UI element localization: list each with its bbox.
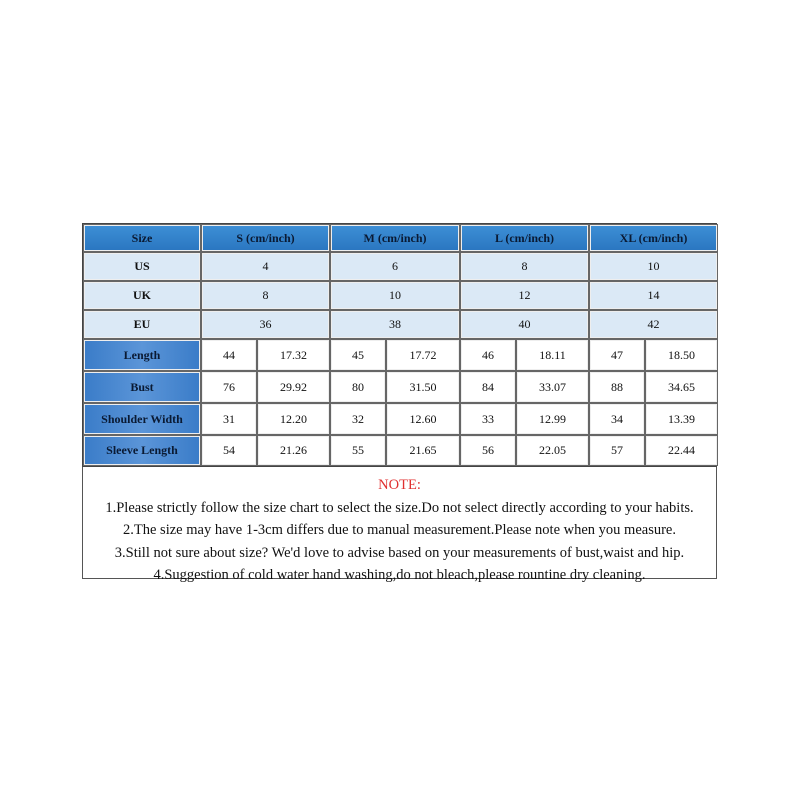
size-row-value: 8 — [460, 252, 589, 281]
measurement-cm-value: 47 — [589, 339, 645, 371]
measurement-cm-value: 80 — [330, 371, 386, 403]
size-row-label: UK — [83, 281, 201, 310]
measurement-cm-value: 56 — [460, 435, 516, 466]
measurement-cm-value: 34 — [589, 403, 645, 435]
measurement-cm-value: 32 — [330, 403, 386, 435]
measurement-inch-value: 29.92 — [257, 371, 330, 403]
size-row-value: 4 — [201, 252, 330, 281]
header-size-column: M (cm/inch) — [330, 224, 460, 252]
measurement-cm-value: 88 — [589, 371, 645, 403]
measurement-cm-value: 76 — [201, 371, 257, 403]
size-row-label: US — [83, 252, 201, 281]
measurement-inch-value: 12.20 — [257, 403, 330, 435]
measurement-inch-value: 22.44 — [645, 435, 718, 466]
size-row-value: 38 — [330, 310, 460, 339]
header-size-column: L (cm/inch) — [460, 224, 589, 252]
note-box — [82, 467, 717, 583]
measurement-cm-value: 45 — [330, 339, 386, 371]
measurement-label: Shoulder Width — [83, 403, 201, 435]
size-row-label: EU — [83, 310, 201, 339]
measurement-cm-value: 54 — [201, 435, 257, 466]
measurement-cm-value: 31 — [201, 403, 257, 435]
measurement-label: Sleeve Length — [83, 435, 201, 466]
measurement-inch-value: 21.26 — [257, 435, 330, 466]
measurement-inch-value: 17.32 — [257, 339, 330, 371]
measurement-cm-value: 33 — [460, 403, 516, 435]
measurement-inch-value: 34.65 — [645, 371, 718, 403]
size-row-value: 14 — [589, 281, 718, 310]
measurement-label: Length — [83, 339, 201, 371]
measurement-inch-value: 18.11 — [516, 339, 589, 371]
header-size-column: XL (cm/inch) — [589, 224, 718, 252]
header-size-label: Size — [83, 224, 201, 252]
measurement-inch-value: 17.72 — [386, 339, 460, 371]
size-table — [82, 223, 717, 467]
measurement-inch-value: 18.50 — [645, 339, 718, 371]
note-line-2: 2.The size may have 1-3cm differs due to manual measurement.Please note when you measure. — [123, 522, 676, 538]
size-row-value: 6 — [330, 252, 460, 281]
size-chart — [82, 223, 717, 583]
size-row-value: 40 — [460, 310, 589, 339]
size-row-value: 8 — [201, 281, 330, 310]
measurement-cm-value: 55 — [330, 435, 386, 466]
size-row-value: 36 — [201, 310, 330, 339]
measurement-label: Bust — [83, 371, 201, 403]
header-size-column: S (cm/inch) — [201, 224, 330, 252]
measurement-cm-value: 57 — [589, 435, 645, 466]
measurement-inch-value: 22.05 — [516, 435, 589, 466]
measurement-cm-value: 46 — [460, 339, 516, 371]
measurement-inch-value: 12.99 — [516, 403, 589, 435]
measurement-cm-value: 84 — [460, 371, 516, 403]
measurement-inch-value: 33.07 — [516, 371, 589, 403]
size-row-value: 12 — [460, 281, 589, 310]
size-row-value: 42 — [589, 310, 718, 339]
measurement-cm-value: 44 — [201, 339, 257, 371]
note-title: NOTE: — [378, 477, 421, 493]
size-row-value: 10 — [589, 252, 718, 281]
note-line-1: 1.Please strictly follow the size chart to select the size.Do not select directly according to your habits. — [105, 499, 694, 516]
measurement-inch-value: 21.65 — [386, 435, 460, 466]
measurement-inch-value: 13.39 — [645, 403, 718, 435]
size-row-value: 10 — [330, 281, 460, 310]
note-line-4: 4.Suggestion of cold water hand washing,do not bleach,please rountine dry cleaning. — [153, 567, 646, 583]
measurement-inch-value: 12.60 — [386, 403, 460, 435]
note-line-3: 3.Still not sure about size? We'd love to advise based on your measurements of bust,waist and hip. — [114, 544, 685, 561]
measurement-inch-value: 31.50 — [386, 371, 460, 403]
